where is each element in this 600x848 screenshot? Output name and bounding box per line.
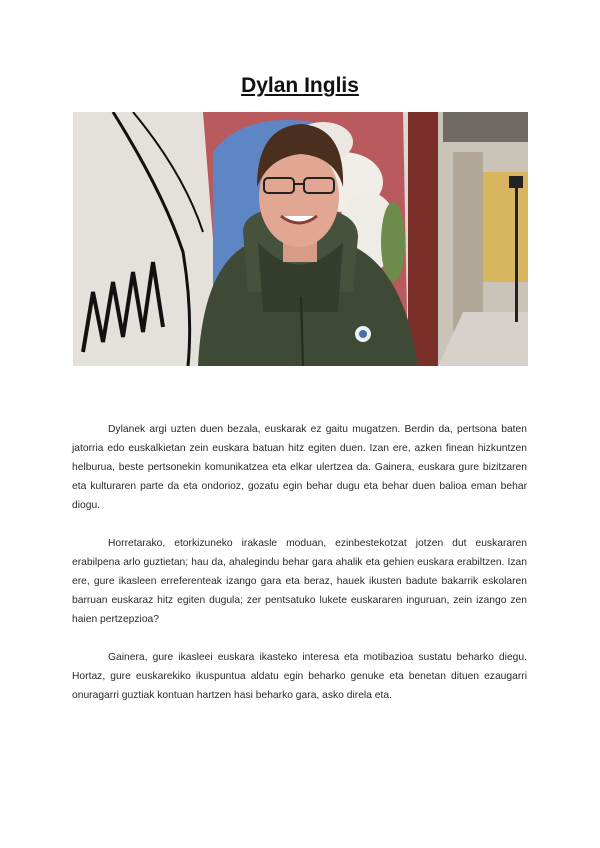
portrait-photo-icon: [73, 112, 528, 366]
paragraph-3: Gainera, gure ikasleei euskara ikasteko interesa eta motibazioa sustatu beharko diegu. Hortaz, gure euskarekiko ikuspuntua aldatu egin beharko genuke eta benetan dituen ezaugarri onuragarri guztiak kontuan hartzen hasi beharko gara, asko direla eta.: [72, 652, 527, 701]
paragraph-2: Horretarako, etorkizuneko irakasle moduan, ezinbestekotzat jotzen dut euskararen erabilpena arlo guztietan; hau da, ahalegindu behar gara ahalik eta gehien euskara erabiltzen. Izan ere, gure ikasleen erreferenteak izango gara eta beraz, hauek ikusten badute bakarrik eskolaren barruan euskaraz hitz egiten dugula; zer pentsatuko lukete euskararen inguruan, zein izango zen haien pertzepzioa?: [72, 538, 527, 625]
body-text: [72, 420, 527, 724]
page-title: Dylan Inglis: [241, 74, 359, 97]
paragraph-1: Dylanek argi uzten duen bezala, euskarak ez gaitu mugatzen. Berdin da, pertsona baten jatorria edo euskalkietan zein euskara batuan hitz egiten duen. Izan ere, azken finean hizkuntzen helburua, beste pertsonekin komunikatzea eta elkar ulertzea da. Gainera, euskara gure bizitzaren eta kulturaren parte da eta ondorioz, gozatu egin behar dugu eta behar duen balioa eman behar diogu.: [72, 424, 527, 511]
portrait-photo: [73, 112, 528, 366]
